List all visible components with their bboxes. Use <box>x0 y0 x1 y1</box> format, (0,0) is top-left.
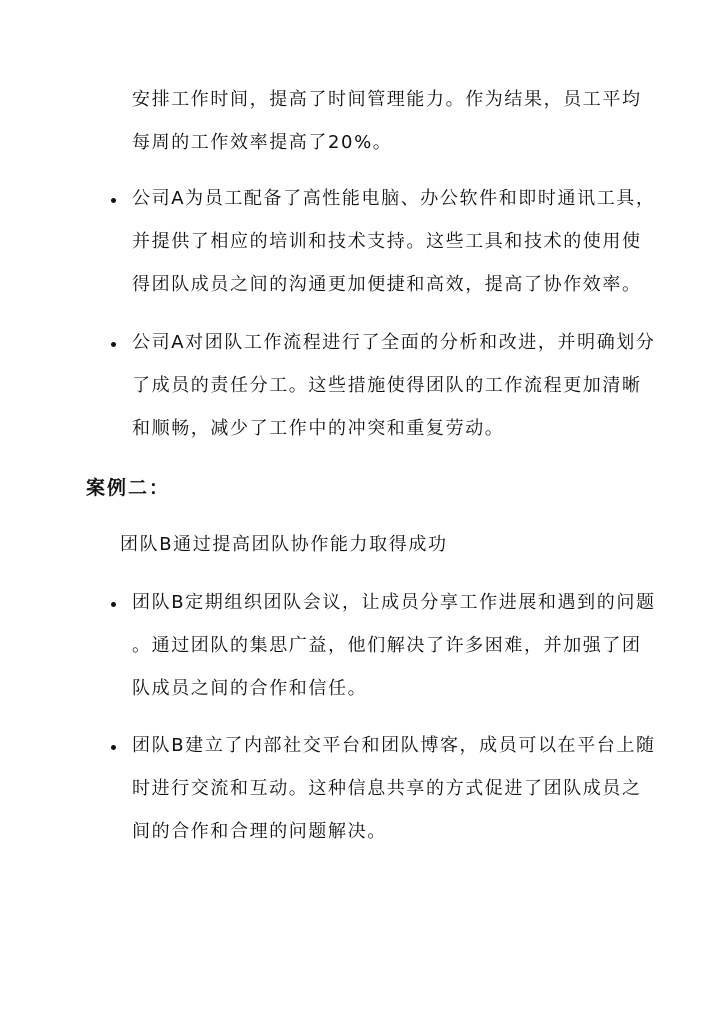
list-item-line: 。通过团队的集思广益，他们解决了许多困难，并加强了团 <box>132 635 642 656</box>
list-item-line: 团队B建立了内部社交平台和团队博客，成员可以在平台上随 <box>132 735 656 756</box>
list-item-line: 了成员的责任分工。这些措施使得团队的工作流程更加清晰 <box>132 375 642 396</box>
list-item-line: 得团队成员之间的沟通更加便捷和高效，提高了协作效率。 <box>132 274 642 295</box>
paragraph-line: 安排工作时间，提高了时间管理能力。作为结果，员工平均 <box>132 89 642 110</box>
bullet-icon <box>111 342 116 347</box>
paragraph-line: 每周的工作效率提高了20%。 <box>132 132 393 153</box>
list-item-line: 并提供了相应的培训和技术支持。这些工具和技术的使用使 <box>132 231 642 252</box>
list-item-line: 公司A对团队工作流程进行了全面的分析和改进，并明确划分 <box>132 332 656 353</box>
list-item-line: 公司A为员工配备了高性能电脑、办公软件和即时通讯工具， <box>132 188 656 209</box>
list-item-line: 间的合作和合理的问题解决。 <box>132 821 387 842</box>
section-subtitle: 团队B通过提高团队协作能力取得成功 <box>120 534 448 555</box>
list-item-line: 和顺畅，减少了工作中的冲突和重复劳动。 <box>132 418 505 439</box>
bullet-icon <box>111 745 116 750</box>
list-item-line: 队成员之间的合作和信任。 <box>132 678 368 699</box>
list-item-line: 时进行交流和互动。这种信息共享的方式促进了团队成员之 <box>132 778 642 799</box>
bullet-icon <box>111 602 116 607</box>
section-heading: 案例二： <box>86 477 171 499</box>
bullet-icon <box>111 198 116 203</box>
list-item-line: 团队B定期组织团队会议，让成员分享工作进展和遇到的问题 <box>132 592 656 613</box>
